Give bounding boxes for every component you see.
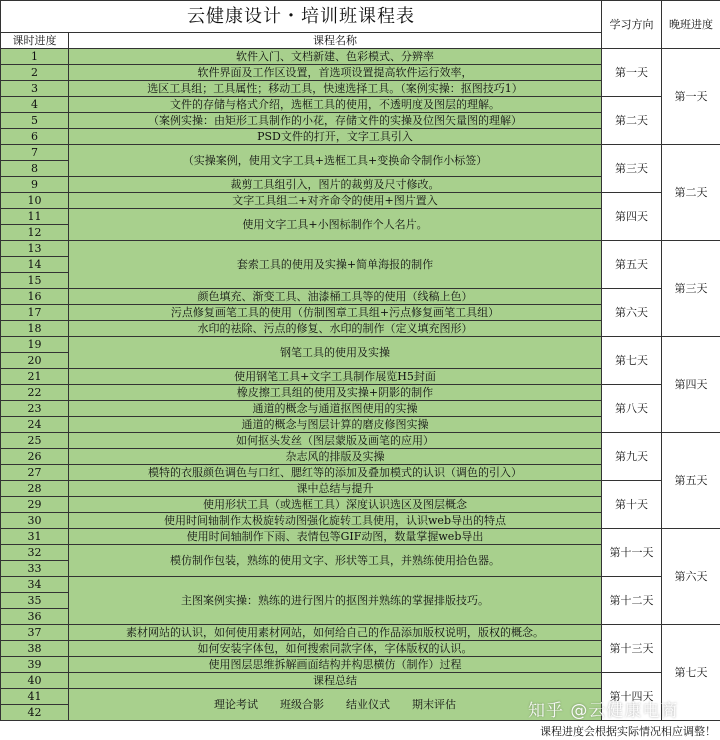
lesson-number: 5 [1,113,69,129]
evening-day: 第七天 [662,625,720,721]
course-name: 如何安装字体包，如何搜索同款字体，字体版权的认识。 [69,641,602,657]
lesson-number: 20 [1,353,69,369]
lesson-number: 23 [1,401,69,417]
course-name: 裁剪工具组引入，图片的裁剪及尺寸修改。 [69,177,602,193]
lesson-number: 22 [1,385,69,401]
lesson-number: 29 [1,497,69,513]
course-name: 如何抠头发丝（图层蒙版及画笔的应用） [69,433,602,449]
lesson-number: 31 [1,529,69,545]
lesson-number: 18 [1,321,69,337]
study-day: 第十四天 [602,673,662,721]
lesson-number: 27 [1,465,69,481]
lesson-number: 42 [1,705,69,721]
lesson-number: 21 [1,369,69,385]
course-name: 使用时间轴制作下雨、表情包等GIF动图，数量掌握web导出 [69,529,602,545]
course-name: 使用时间轴制作太极旋转动图强化旋转工具使用，认识web导出的特点 [69,513,602,529]
lesson-number: 41 [1,689,69,705]
lesson-number: 19 [1,337,69,353]
study-day: 第十三天 [602,625,662,673]
study-day: 第九天 [602,433,662,481]
course-name: 使用图层思维拆解画面结构并构思横仿（制作）过程 [69,657,602,673]
lesson-number: 13 [1,241,69,257]
lesson-number: 16 [1,289,69,305]
course-name: 使用形状工具（或选框工具）深度认识选区及图层概念 [69,497,602,513]
study-day: 第六天 [602,289,662,337]
lesson-number: 12 [1,225,69,241]
evening-day: 第三天 [662,241,720,337]
header-study-day: 学习方向 [602,1,662,49]
lesson-number: 4 [1,97,69,113]
evening-day: 第一天 [662,49,720,145]
lesson-number: 17 [1,305,69,321]
course-name: 课中总结与提升 [69,481,602,497]
lesson-number: 34 [1,577,69,593]
lesson-number: 11 [1,209,69,225]
course-name: 模仿制作包装，熟练的使用文字、形状等工具，并熟练使用拾色器。 [69,545,602,577]
table-title: 云健康设计・培训班课程表 [1,1,602,33]
lesson-number: 30 [1,513,69,529]
course-name: PSD文件的打开，文字工具引入 [69,129,602,145]
lesson-number: 35 [1,593,69,609]
course-name: 理论考试 班级合影 结业仪式 期末评估 [69,689,602,721]
lesson-number: 40 [1,673,69,689]
course-name: 课程总结 [69,673,602,689]
course-name: 软件入门、文档新建、色彩模式、分辨率 [69,49,602,65]
course-name: 文件的存储与格式介绍，选框工具的使用，不透明度及图层的理解。 [69,97,602,113]
lesson-number: 28 [1,481,69,497]
study-day: 第七天 [602,337,662,385]
course-name: 污点修复画笔工具的使用（仿制图章工具组+污点修复画笔工具组） [69,305,602,321]
study-day: 第十一天 [602,529,662,577]
lesson-number: 3 [1,81,69,97]
course-name: （实操案例，使用文字工具+选框工具+变换命令制作小标签） [69,145,602,177]
evening-day: 第二天 [662,145,720,241]
lesson-number: 33 [1,561,69,577]
course-name: 通道的概念与通道抠图使用的实操 [69,401,602,417]
lesson-number: 15 [1,273,69,289]
lesson-number: 9 [1,177,69,193]
course-name: 模特的衣服颜色调色与口红、腮红等的添加及叠加模式的认识（调色的引入） [69,465,602,481]
course-name: 主图案例实操：熟练的进行图片的抠图并熟练的掌握排版技巧。 [69,577,602,625]
lesson-number: 39 [1,657,69,673]
study-day: 第三天 [602,145,662,193]
study-day: 第十天 [602,481,662,529]
lesson-number: 2 [1,65,69,81]
lesson-number: 25 [1,433,69,449]
course-name: （案例实操：由矩形工具制作的小花，存储文件的实操及位图矢量图的理解） [69,113,602,129]
study-day: 第十二天 [602,577,662,625]
lesson-number: 14 [1,257,69,273]
lesson-number: 36 [1,609,69,625]
course-name: 素材网站的认识，如何使用素材网站，如何给自己的作品添加版权说明，版权的概念。 [69,625,602,641]
course-name: 使用钢笔工具+文字工具制作展览H5封面 [69,369,602,385]
evening-day: 第四天 [662,337,720,433]
lesson-number: 37 [1,625,69,641]
header-progress: 课时进度 [1,33,69,49]
lesson-number: 32 [1,545,69,561]
study-day: 第二天 [602,97,662,145]
course-name: 文字工具组二+对齐命令的使用+图片置入 [69,193,602,209]
lesson-number: 24 [1,417,69,433]
study-day: 第八天 [602,385,662,433]
study-day: 第一天 [602,49,662,97]
lesson-number: 6 [1,129,69,145]
course-name: 杂志风的排版及实操 [69,449,602,465]
lesson-number: 1 [1,49,69,65]
evening-day: 第五天 [662,433,720,529]
header-evening: 晚班进度 [662,1,720,49]
evening-day: 第六天 [662,529,720,625]
footer-note: 课程进度会根据实际情况相应调整！ [540,725,716,738]
header-course: 课程名称 [69,33,602,49]
course-name: 软件界面及工作区设置，首选项设置提高软件运行效率， [69,65,602,81]
watermark: 知乎 @云健康电商 [528,701,679,721]
course-name: 通道的概念与图层计算的磨皮修图实操 [69,417,602,433]
lesson-number: 38 [1,641,69,657]
lesson-number: 26 [1,449,69,465]
course-name: 套索工具的使用及实操+简单海报的制作 [69,241,602,289]
course-name: 使用文字工具+小图标制作个人名片。 [69,209,602,241]
study-day: 第五天 [602,241,662,289]
lesson-number: 8 [1,161,69,177]
course-name: 颜色填充、渐变工具、油漆桶工具等的使用（线稿上色） [69,289,602,305]
study-day: 第四天 [602,193,662,241]
lesson-number: 10 [1,193,69,209]
course-name: 橡皮擦工具组的使用及实操+阴影的制作 [69,385,602,401]
course-name: 钢笔工具的使用及实操 [69,337,602,369]
course-name: 选区工具组；工具属性；移动工具，快速选择工具。（案例实操：抠图技巧1） [69,81,602,97]
course-name: 水印的祛除、污点的修复、水印的制作（定义填充图形） [69,321,602,337]
lesson-number: 7 [1,145,69,161]
